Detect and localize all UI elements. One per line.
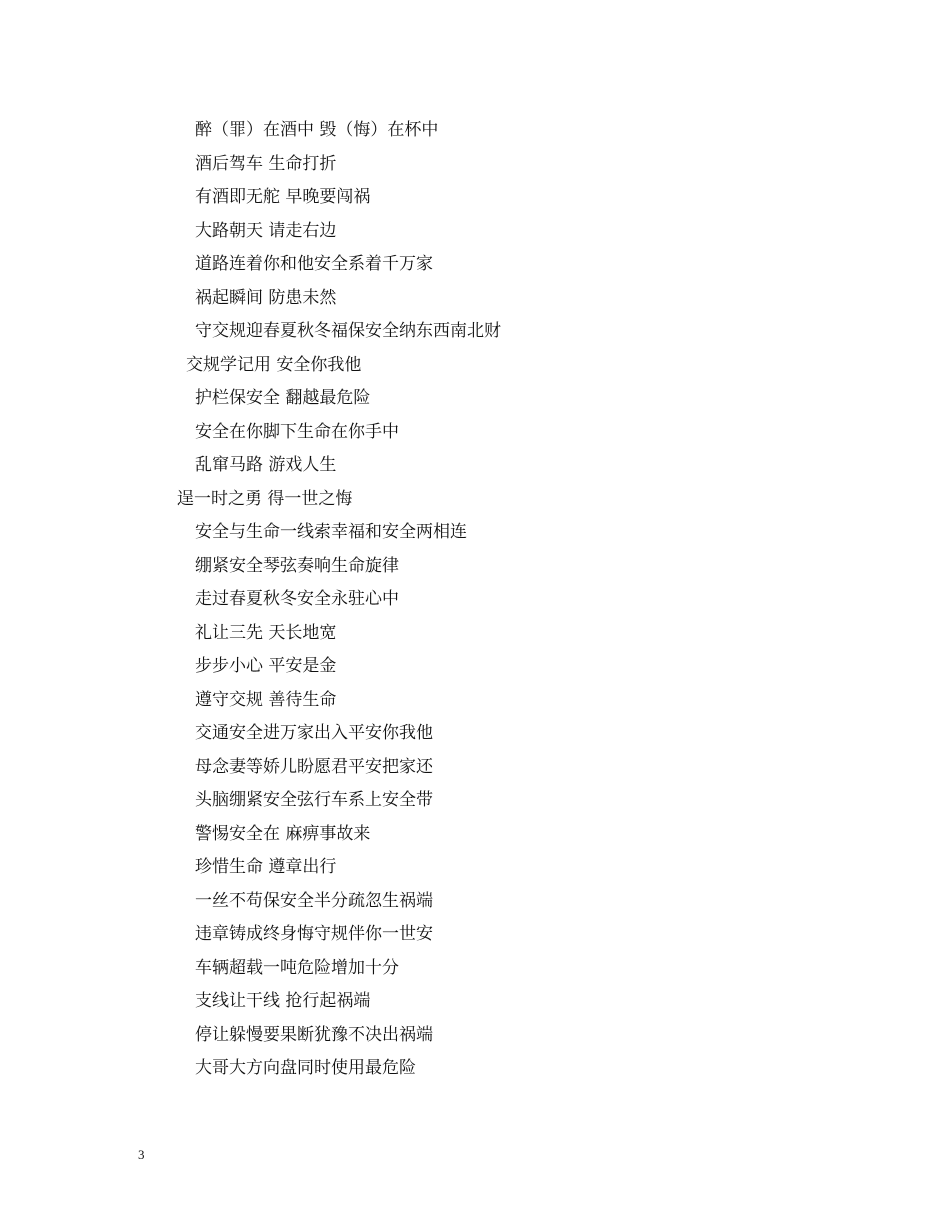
slogan-line: 违章铸成终身悔守规伴你一世安 [195, 924, 433, 944]
slogan-line: 大哥大方向盘同时使用最危险 [195, 1058, 416, 1078]
slogan-line: 交规学记用 安全你我他 [186, 354, 362, 375]
slogan-line: 安全在你脚下生命在你手中 [195, 421, 399, 442]
slogan-line: 绷紧安全琴弦奏响生命旋律 [195, 555, 399, 576]
slogan-line: 一丝不苟保安全半分疏忽生祸端 [195, 890, 433, 911]
slogan-line: 逞一时之勇 得一世之悔 [177, 488, 353, 509]
slogan-line: 步步小心 平安是金 [195, 656, 337, 676]
slogan-line: 停让躲慢要果断犹豫不决出祸端 [195, 1024, 433, 1045]
slogan-line: 醉（罪）在酒中 毁（悔）在杯中 [195, 120, 439, 140]
slogan-line: 酒后驾车 生命打折 [195, 153, 337, 174]
slogan-line: 头脑绷紧安全弦行车系上安全带 [195, 790, 433, 810]
slogan-line: 珍惜生命 遵章出行 [195, 857, 337, 877]
slogan-line: 祸起瞬间 防患未然 [195, 287, 337, 308]
slogan-line: 警惕安全在 麻痹事故来 [195, 823, 371, 844]
slogan-line: 交通安全进万家出入平安你我他 [195, 723, 433, 743]
slogan-line: 车辆超载一吨危险增加十分 [195, 957, 399, 978]
slogan-line: 母念妻等娇儿盼愿君平安把家还 [195, 756, 433, 777]
slogan-line: 礼让三先 天长地宽 [195, 622, 337, 643]
slogan-line: 支线让干线 抢行起祸端 [195, 991, 371, 1011]
slogan-line: 走过春夏秋冬安全永驻心中 [195, 589, 399, 609]
slogan-line: 有酒即无舵 早晚要闯祸 [195, 187, 371, 207]
slogan-line: 守交规迎春夏秋冬福保安全纳东西南北财 [195, 321, 501, 341]
slogan-line: 大路朝天 请走右边 [195, 220, 337, 241]
slogan-line: 乱窜马路 游戏人生 [195, 455, 337, 475]
page-number: 3 [138, 1147, 145, 1162]
slogan-line: 护栏保安全 翻越最危险 [195, 388, 371, 408]
slogan-line: 遵守交规 善待生命 [195, 689, 337, 710]
slogan-line: 道路连着你和他安全系着千万家 [195, 254, 433, 274]
slogan-list [0, 117, 950, 1089]
slogan-line: 安全与生命一线索幸福和安全两相连 [195, 522, 467, 542]
